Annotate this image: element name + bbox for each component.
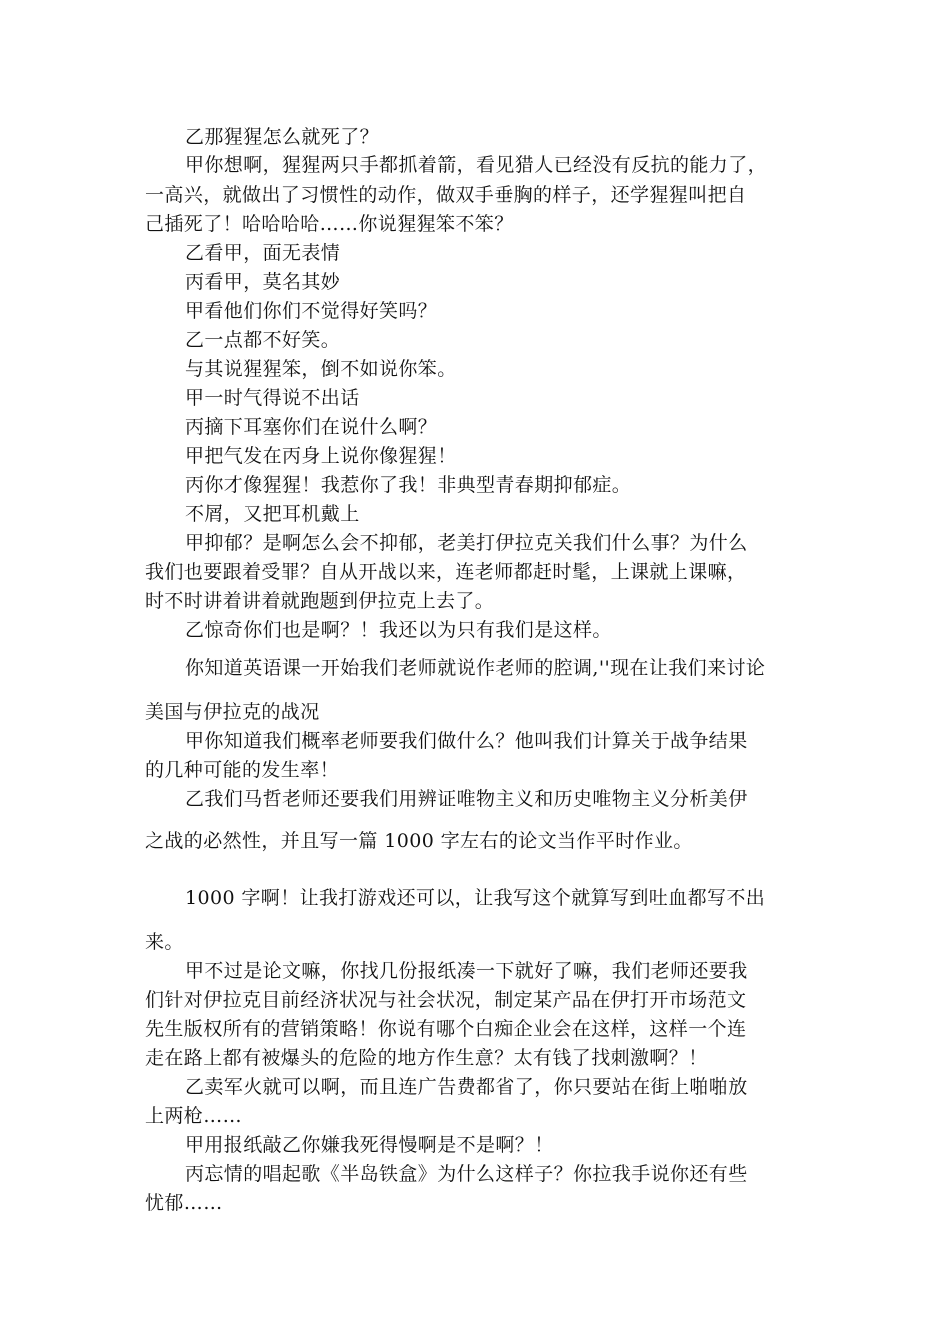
text-line: 乙我们马哲老师还要我们用辨证唯物主义和历史唯物主义分析美伊 bbox=[185, 788, 748, 810]
text-line: 丙你才像猩猩！我惹你了我！非典型青春期抑郁症。 bbox=[185, 474, 632, 496]
text-line: 时不时讲着讲着就跑题到伊拉克上去了。 bbox=[145, 590, 495, 612]
text-line: 走在路上都有被爆头的危险的地方作生意？太有钱了找刺激啊？！ bbox=[145, 1047, 708, 1069]
text-line: 丙摘下耳塞你们在说什么啊？ bbox=[185, 416, 438, 438]
text-line: 甲把气发在丙身上说你像猩猩！ bbox=[185, 445, 457, 467]
text-line: 乙一点都不好笑。 bbox=[185, 329, 341, 351]
text-line: 丙忘情的唱起歌《半岛铁盒》为什么这样子？你拉我手说你还有些 bbox=[185, 1163, 748, 1185]
text-line: 甲用报纸敲乙你嫌我死得慢啊是不是啊？！ bbox=[185, 1134, 554, 1156]
text-line: 甲抑郁？是啊怎么会不抑郁，老美打伊拉克关我们什么事？为什么 bbox=[185, 532, 748, 554]
text-line: 上两枪…… bbox=[145, 1105, 243, 1127]
text-line: 一高兴，就做出了习惯性的动作，做双手垂胸的样子，还学猩猩叫把自 bbox=[145, 184, 747, 206]
text-line: 不屑，又把耳机戴上 bbox=[185, 503, 360, 525]
text-line: 甲你想啊，猩猩两只手都抓着箭，看见猎人已经没有反抗的能力了， bbox=[185, 154, 768, 176]
text-line: 甲你知道我们概率老师要我们做什么？他叫我们计算关于战争结果 bbox=[185, 730, 748, 752]
text-line: 己插死了！哈哈哈哈……你说猩猩笨不笨？ bbox=[145, 213, 514, 235]
text-line: 忧郁…… bbox=[145, 1192, 223, 1214]
text-line: 你知道英语课一开始我们老师就说作老师的腔调,''现在让我们来讨论 bbox=[185, 657, 766, 679]
text-line: 们针对伊拉克目前经济状况与社会状况，制定某产品在伊打开市场范文 bbox=[145, 989, 747, 1011]
text-line: 之战的必然性，并且写一篇 1000 字左右的论文当作平时作业。 bbox=[145, 830, 693, 852]
text-line: 甲不过是论文嘛，你找几份报纸凑一下就好了嘛，我们老师还要我 bbox=[185, 960, 748, 982]
text-line: 甲看他们你们不觉得好笑吗？ bbox=[185, 300, 438, 322]
text-line: 丙看甲，莫名其妙 bbox=[185, 271, 341, 293]
text-line: 1000 字啊！让我打游戏还可以，让我写这个就算写到吐血都写不出 bbox=[185, 887, 766, 909]
text-line: 甲一时气得说不出话 bbox=[185, 387, 360, 409]
text-line: 的几种可能的发生率！ bbox=[145, 759, 340, 781]
text-line: 与其说猩猩笨，倒不如说你笨。 bbox=[185, 358, 457, 380]
text-line: 美国与伊拉克的战况 bbox=[145, 701, 320, 723]
text-line: 乙卖军火就可以啊，而且连广告费都省了，你只要站在街上啪啪放 bbox=[185, 1076, 748, 1098]
text-line: 我们也要跟着受罪？自从开战以来，连老师都赶时髦，上课就上课嘛， bbox=[145, 561, 747, 583]
text-line: 乙看甲，面无表情 bbox=[185, 242, 341, 264]
text-line: 先生版权所有的营销策略！你说有哪个白痴企业会在这样，这样一个连 bbox=[145, 1018, 747, 1040]
text-line: 乙惊奇你们也是啊？！我还以为只有我们是这样。 bbox=[185, 619, 612, 641]
text-line: 来。 bbox=[145, 931, 184, 953]
text-line: 乙那猩猩怎么就死了？ bbox=[185, 126, 380, 148]
